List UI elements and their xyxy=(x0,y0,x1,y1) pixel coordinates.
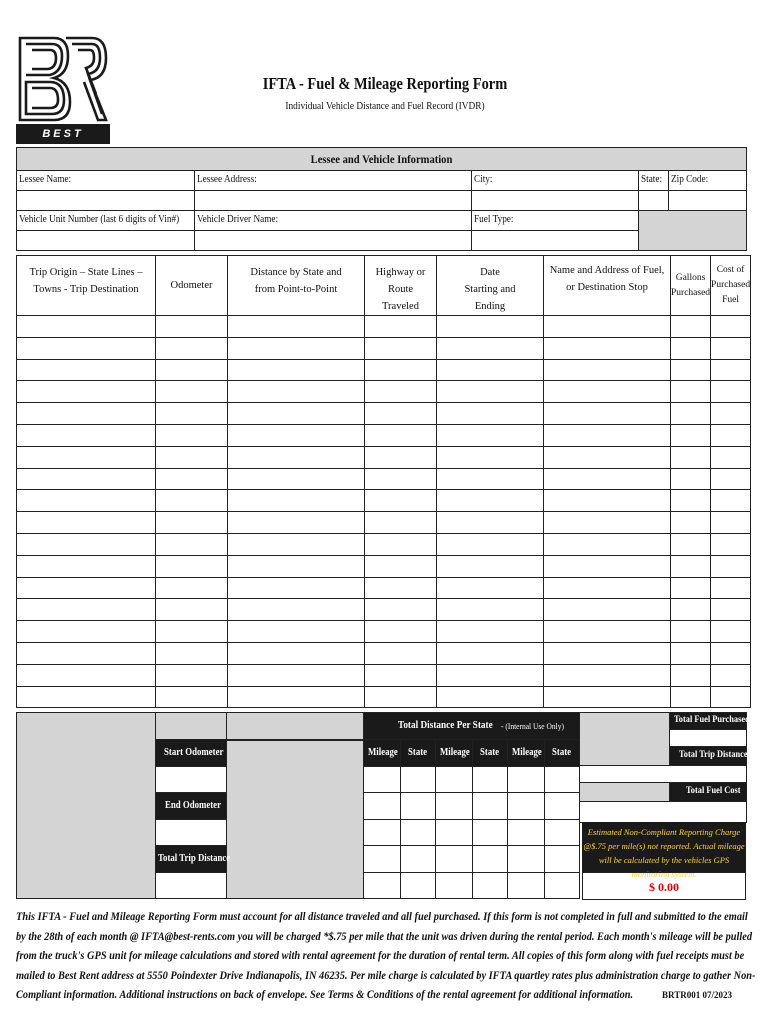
form-code: BRTR001 07/2023 xyxy=(662,990,732,1000)
trip-log-cell[interactable] xyxy=(544,468,671,490)
trip-log-row xyxy=(17,664,751,686)
trip-log-row xyxy=(17,403,751,425)
trip-log-cell[interactable] xyxy=(228,533,365,555)
trip-log-row xyxy=(17,512,751,534)
trip-log-cell[interactable] xyxy=(365,664,437,686)
trip-log-cell[interactable] xyxy=(711,555,751,577)
state-label-1: State xyxy=(408,747,428,758)
mileage-state-cell[interactable] xyxy=(435,819,473,846)
trip-log-cell[interactable] xyxy=(711,599,751,621)
trip-log-cell[interactable] xyxy=(711,642,751,664)
trip-log-cell[interactable] xyxy=(365,337,437,359)
lessee-address-cell xyxy=(194,170,472,191)
trip-log-cell[interactable] xyxy=(17,316,156,338)
trip-log-cell[interactable] xyxy=(17,533,156,555)
form-title: IFTA - Fuel & Mileage Reporting Form xyxy=(262,74,508,93)
city-cell xyxy=(471,170,639,191)
trip-log-cell[interactable] xyxy=(156,359,228,381)
trip-log-cell[interactable] xyxy=(544,642,671,664)
mileage-state-cell[interactable] xyxy=(472,766,508,793)
trip-log-cell[interactable] xyxy=(17,686,156,708)
trip-log-cell[interactable] xyxy=(437,533,544,555)
total-fuel-cost-field[interactable] xyxy=(579,801,747,823)
lessee-name-field[interactable] xyxy=(16,190,195,211)
mileage-state-cell[interactable] xyxy=(544,845,580,873)
trip-log-cell[interactable] xyxy=(437,403,544,425)
trip-log-row xyxy=(17,468,751,490)
mileage-state-cell[interactable] xyxy=(400,872,436,899)
trip-log-cell[interactable] xyxy=(17,621,156,643)
trip-log-cell[interactable] xyxy=(17,642,156,664)
fuel-type-field[interactable] xyxy=(471,230,639,251)
trip-log-cell[interactable] xyxy=(228,664,365,686)
trip-log-cell[interactable] xyxy=(17,490,156,512)
trip-log-cell[interactable] xyxy=(156,424,228,446)
trip-log-cell[interactable] xyxy=(17,512,156,534)
mileage-header-2 xyxy=(435,739,473,767)
unit-number-cell xyxy=(16,210,195,231)
mileage-state-cell[interactable] xyxy=(507,845,545,873)
trip-log-cell[interactable] xyxy=(17,381,156,403)
mileage-label-3: Mileage xyxy=(512,747,542,758)
trip-log-cell[interactable] xyxy=(156,403,228,425)
trip-log-cell[interactable] xyxy=(365,490,437,512)
mileage-state-cell[interactable] xyxy=(400,819,436,846)
city-label: City: xyxy=(474,174,493,185)
state-label: State: xyxy=(641,174,663,185)
trip-log-cell[interactable] xyxy=(156,490,228,512)
mileage-state-cell[interactable] xyxy=(363,845,401,873)
total-trip-distance-left-header xyxy=(155,845,231,873)
city-field[interactable] xyxy=(471,190,639,211)
lessee-address-label: Lessee Address: xyxy=(197,174,257,185)
trip-log-cell[interactable] xyxy=(544,424,671,446)
grey-filler-block xyxy=(638,210,747,251)
total-trip-distance-left-field[interactable] xyxy=(155,872,227,899)
trip-log-cell[interactable] xyxy=(711,468,751,490)
trip-log-cell[interactable] xyxy=(156,686,228,708)
col-distance: Distance by State and from Point-to-Point xyxy=(228,256,365,316)
trip-log-cell[interactable] xyxy=(156,577,228,599)
mileage-state-cell[interactable] xyxy=(400,845,436,873)
trip-log-cell[interactable] xyxy=(671,446,711,468)
mileage-state-cell[interactable] xyxy=(544,819,580,846)
mileage-state-cell[interactable] xyxy=(400,766,436,793)
zip-field[interactable] xyxy=(668,190,747,211)
trip-log-cell[interactable] xyxy=(544,490,671,512)
trip-log-cell[interactable] xyxy=(156,533,228,555)
mileage-state-cell[interactable] xyxy=(472,872,508,899)
trip-log-cell[interactable] xyxy=(156,664,228,686)
trip-log-cell[interactable] xyxy=(544,316,671,338)
trip-log-row xyxy=(17,424,751,446)
mileage-state-cell[interactable] xyxy=(435,792,473,820)
trip-log-cell[interactable] xyxy=(156,381,228,403)
trip-log-cell[interactable] xyxy=(228,424,365,446)
trip-log-cell[interactable] xyxy=(437,642,544,664)
trip-log-cell[interactable] xyxy=(437,490,544,512)
trip-log-cell[interactable] xyxy=(17,599,156,621)
driver-name-cell xyxy=(194,210,472,231)
trip-log-cell[interactable] xyxy=(711,359,751,381)
lessee-name-cell xyxy=(16,170,195,191)
trip-log-cell[interactable] xyxy=(671,599,711,621)
trip-log-row xyxy=(17,490,751,512)
fuel-type-cell xyxy=(471,210,639,231)
trip-log-cell[interactable] xyxy=(228,621,365,643)
trip-log-cell[interactable] xyxy=(365,686,437,708)
trip-log-cell[interactable] xyxy=(156,642,228,664)
trip-log-cell[interactable] xyxy=(544,533,671,555)
trip-log-cell[interactable] xyxy=(544,686,671,708)
trip-log-cell[interactable] xyxy=(17,664,156,686)
trip-log-row xyxy=(17,555,751,577)
lessee-address-field[interactable] xyxy=(194,190,472,211)
trip-log-cell[interactable] xyxy=(17,555,156,577)
trip-log-cell[interactable] xyxy=(17,359,156,381)
trip-log-cell[interactable] xyxy=(228,512,365,534)
trip-log-cell[interactable] xyxy=(671,664,711,686)
start-odometer-label: Start Odometer xyxy=(164,747,224,758)
trip-log-cell[interactable] xyxy=(17,403,156,425)
trip-log-cell[interactable] xyxy=(437,381,544,403)
trip-log-cell[interactable] xyxy=(437,577,544,599)
mileage-state-cell[interactable] xyxy=(363,819,401,846)
trip-log-cell[interactable] xyxy=(228,577,365,599)
trip-log-cell[interactable] xyxy=(711,316,751,338)
trip-log-cell[interactable] xyxy=(365,403,437,425)
trip-log-cell[interactable] xyxy=(671,359,711,381)
trip-log-cell[interactable] xyxy=(671,381,711,403)
state-label-2: State xyxy=(480,747,500,758)
summary-grey-right xyxy=(579,712,670,766)
summary-grey-left xyxy=(16,712,156,899)
trip-log-cell[interactable] xyxy=(365,381,437,403)
col-gallons: Gallons Purchased xyxy=(671,256,711,316)
trip-log-cell[interactable] xyxy=(544,381,671,403)
trip-log-cell[interactable] xyxy=(544,599,671,621)
trip-log-cell[interactable] xyxy=(365,621,437,643)
trip-log-cell[interactable] xyxy=(437,316,544,338)
trip-log-cell[interactable] xyxy=(711,490,751,512)
trip-log-cell[interactable] xyxy=(437,512,544,534)
trip-log-cell[interactable] xyxy=(437,424,544,446)
trip-log-row xyxy=(17,642,751,664)
mileage-state-cell[interactable] xyxy=(507,819,545,846)
mileage-label-1: Mileage xyxy=(368,747,398,758)
mileage-label-2: Mileage xyxy=(440,747,470,758)
trip-log-cell[interactable] xyxy=(437,337,544,359)
instructions-notice: This IFTA - Fuel and Mileage Reporting Form must account for all distance traveled and all fuel purchased. If this form is not completed in full and submitted to the email by the 28th of each month @ IFTA@best-rents.com you will be charged *$.75 per mile that the unit was driven during the rental period. Each month's mileage will be pulled from the truck's GPS unit for mileage calculations and stored with rental agreement for the duration of rental term. All copies of this form along with fuel receipts must be mailed to Best Rent address at 5550 Poindexter Drive Indianapolis, IN 46235. Per mile charge is calculated by IFTA quartley rates plus administration charge to gather Non-Compliant information. Additional instructions on back of envelope. See Terms & Conditions of the rental agreement for additional information. xyxy=(16,911,756,1001)
trip-log-cell[interactable] xyxy=(228,359,365,381)
state-cell xyxy=(638,170,669,191)
trip-log-cell[interactable] xyxy=(365,359,437,381)
col-cost: Cost of Purchased Fuel xyxy=(711,256,751,316)
trip-log-cell[interactable] xyxy=(365,424,437,446)
mileage-state-cell[interactable] xyxy=(544,872,580,899)
mileage-state-cell[interactable] xyxy=(435,872,473,899)
trip-log-cell[interactable] xyxy=(156,468,228,490)
trip-log-row xyxy=(17,381,751,403)
internal-use-label: - (Internal Use Only) xyxy=(501,721,564,731)
trip-log-cell[interactable] xyxy=(156,512,228,534)
trip-log-cell[interactable] xyxy=(156,446,228,468)
trip-log-row xyxy=(17,686,751,708)
mileage-state-cell[interactable] xyxy=(472,845,508,873)
trip-log-cell[interactable] xyxy=(437,468,544,490)
trip-log-cell[interactable] xyxy=(437,664,544,686)
lessee-name-label: Lessee Name: xyxy=(19,174,72,185)
trip-log-cell[interactable] xyxy=(437,599,544,621)
trip-log-cell[interactable] xyxy=(711,337,751,359)
total-distance-per-state-label: Total Distance Per State xyxy=(398,720,493,731)
trip-log-cell[interactable] xyxy=(156,316,228,338)
trip-log-cell[interactable] xyxy=(711,533,751,555)
trip-log-cell[interactable] xyxy=(228,316,365,338)
trip-log-row xyxy=(17,577,751,599)
trip-log-cell[interactable] xyxy=(365,533,437,555)
trip-log-row xyxy=(17,621,751,643)
mileage-state-cell[interactable] xyxy=(363,766,401,793)
mileage-state-cell[interactable] xyxy=(363,872,401,899)
trip-log-row xyxy=(17,533,751,555)
trip-log-cell[interactable] xyxy=(437,686,544,708)
trip-log-cell[interactable] xyxy=(671,642,711,664)
fuel-cost-grey-left xyxy=(579,782,670,802)
summary-grey-top-a xyxy=(155,712,227,740)
mileage-state-cell[interactable] xyxy=(544,792,580,820)
total-fuel-purchased-label: Total Fuel Purchased xyxy=(674,715,750,725)
trip-log-cell[interactable] xyxy=(228,686,365,708)
trip-log-cell[interactable] xyxy=(711,621,751,643)
end-odometer-field[interactable] xyxy=(155,819,227,846)
trip-log-cell[interactable] xyxy=(711,381,751,403)
trip-log-cell[interactable] xyxy=(671,316,711,338)
trip-log-cell[interactable] xyxy=(437,446,544,468)
trip-log-cell[interactable] xyxy=(17,337,156,359)
trip-log-cell[interactable] xyxy=(156,621,228,643)
mileage-state-cell[interactable] xyxy=(472,819,508,846)
mileage-state-cell[interactable] xyxy=(507,766,545,793)
trip-log-cell[interactable] xyxy=(671,337,711,359)
col-date: Date Starting and Ending xyxy=(437,256,544,316)
trip-log-cell[interactable] xyxy=(671,490,711,512)
trip-log-cell[interactable] xyxy=(228,490,365,512)
trip-log-cell[interactable] xyxy=(365,512,437,534)
trip-log-cell[interactable] xyxy=(228,642,365,664)
zip-label: Zip Code: xyxy=(671,174,709,185)
col-odometer: Odometer xyxy=(156,256,228,316)
col-trip-origin: Trip Origin – State Lines – Towns - Trip Destination xyxy=(17,256,156,316)
estimated-charge-note: Estimated Non-Compliant Reporting Charge @$.75 per mile(s) not reported. Actual mileage will be calculated by the vehicles GPS monitoring system. xyxy=(582,822,746,872)
mileage-state-cell[interactable] xyxy=(544,766,580,793)
state-header-2 xyxy=(472,739,508,767)
trip-log-cell[interactable] xyxy=(156,555,228,577)
trip-log-cell[interactable] xyxy=(671,533,711,555)
trip-log-cell[interactable] xyxy=(671,512,711,534)
trip-log-cell[interactable] xyxy=(17,446,156,468)
mileage-state-cell[interactable] xyxy=(400,792,436,820)
trip-log-cell[interactable] xyxy=(365,446,437,468)
trip-log-cell[interactable] xyxy=(437,621,544,643)
trip-log-cell[interactable] xyxy=(544,359,671,381)
unit-number-label: Vehicle Unit Number (last 6 digits of Vin#) xyxy=(19,214,180,225)
summary-grey-mid-b xyxy=(226,740,364,899)
trip-log-row xyxy=(17,446,751,468)
trip-log-cell[interactable] xyxy=(17,468,156,490)
driver-name-label: Vehicle Driver Name: xyxy=(197,214,279,225)
trip-log-cell[interactable] xyxy=(365,316,437,338)
mileage-state-cell[interactable] xyxy=(507,792,545,820)
trip-log-cell[interactable] xyxy=(544,621,671,643)
end-odometer-header xyxy=(155,792,227,820)
trip-log-cell[interactable] xyxy=(17,424,156,446)
trip-log-cell[interactable] xyxy=(228,599,365,621)
trip-log-cell[interactable] xyxy=(544,337,671,359)
state-header-1 xyxy=(400,739,436,767)
start-odometer-field[interactable] xyxy=(155,766,227,793)
trip-log-cell[interactable] xyxy=(228,555,365,577)
trip-log-cell[interactable] xyxy=(544,555,671,577)
trip-log-cell[interactable] xyxy=(365,555,437,577)
trip-log-cell[interactable] xyxy=(711,424,751,446)
trip-log-cell[interactable] xyxy=(711,664,751,686)
driver-name-field[interactable] xyxy=(194,230,472,251)
trip-log-cell[interactable] xyxy=(671,577,711,599)
col-highway: Highway or Route Traveled xyxy=(365,256,437,316)
unit-number-field[interactable] xyxy=(16,230,195,251)
logo-band-text: BEST xyxy=(16,124,110,144)
mileage-state-cell[interactable] xyxy=(363,792,401,820)
trip-log-cell[interactable] xyxy=(365,599,437,621)
trip-log-cell[interactable] xyxy=(437,555,544,577)
trip-log-cell[interactable] xyxy=(671,686,711,708)
trip-log-header-row xyxy=(17,256,751,316)
mileage-state-cell[interactable] xyxy=(435,845,473,873)
state-header-3 xyxy=(544,739,580,767)
total-distance-per-state-header xyxy=(363,712,580,740)
trip-log-cell[interactable] xyxy=(544,446,671,468)
end-odometer-label: End Odometer xyxy=(165,800,221,811)
trip-log-row xyxy=(17,337,751,359)
mileage-state-cell[interactable] xyxy=(472,792,508,820)
trip-log-cell[interactable] xyxy=(544,664,671,686)
trip-log-cell[interactable] xyxy=(711,686,751,708)
fuel-type-label: Fuel Type: xyxy=(474,214,514,225)
trip-log-cell[interactable] xyxy=(711,403,751,425)
trip-log-cell[interactable] xyxy=(156,599,228,621)
trip-log-cell[interactable] xyxy=(544,577,671,599)
trip-log-cell[interactable] xyxy=(711,512,751,534)
total-trip-distance-left-label: Total Trip Distance xyxy=(158,853,231,864)
trip-log-cell[interactable] xyxy=(711,577,751,599)
trip-log-cell[interactable] xyxy=(228,468,365,490)
start-odometer-header xyxy=(155,739,227,767)
lessee-section-title: Lessee and Vehicle Information xyxy=(310,152,453,166)
total-trip-distance-right-label: Total Trip Distance xyxy=(679,750,748,760)
trip-log-row xyxy=(17,316,751,338)
total-fuel-purchased-header xyxy=(669,712,750,730)
trip-log-cell[interactable] xyxy=(228,446,365,468)
trip-log-cell[interactable] xyxy=(671,424,711,446)
state-field[interactable] xyxy=(638,190,669,211)
trip-log-cell[interactable] xyxy=(437,359,544,381)
charge-value: $ 0.00 xyxy=(582,872,746,900)
trip-log-cell[interactable] xyxy=(671,403,711,425)
trip-log-cell[interactable] xyxy=(711,446,751,468)
total-fuel-cost-header xyxy=(669,782,747,802)
form-subtitle: Individual Vehicle Distance and Fuel Record (IVDR) xyxy=(285,100,485,112)
trip-log-row xyxy=(17,359,751,381)
trip-log-cell[interactable] xyxy=(671,621,711,643)
trip-log-cell[interactable] xyxy=(228,403,365,425)
trip-log-cell[interactable] xyxy=(671,555,711,577)
trip-log-cell[interactable] xyxy=(156,337,228,359)
trip-log-row xyxy=(17,599,751,621)
mileage-state-cell[interactable] xyxy=(435,766,473,793)
trip-log-cell[interactable] xyxy=(17,577,156,599)
trip-log-cell[interactable] xyxy=(544,512,671,534)
trip-log-cell[interactable] xyxy=(365,468,437,490)
total-fuel-cost-label: Total Fuel Cost xyxy=(686,786,741,796)
total-trip-distance-right-field[interactable] xyxy=(579,765,747,783)
summary-grey-top-b xyxy=(226,712,364,740)
trip-log-cell[interactable] xyxy=(544,403,671,425)
mileage-state-cell[interactable] xyxy=(507,872,545,899)
total-fuel-purchased-field[interactable] xyxy=(669,729,747,747)
col-fuel-place: Name and Address of Fuel, or Destination Stop xyxy=(544,256,671,316)
mileage-header-1 xyxy=(363,739,401,767)
trip-log-cell[interactable] xyxy=(228,381,365,403)
lessee-section-header xyxy=(16,147,747,171)
trip-log-cell[interactable] xyxy=(365,642,437,664)
trip-log-cell[interactable] xyxy=(365,577,437,599)
trip-log-cell[interactable] xyxy=(228,337,365,359)
total-trip-distance-right-header xyxy=(669,746,747,766)
trip-log-table xyxy=(16,255,751,708)
trip-log-cell[interactable] xyxy=(671,468,711,490)
zip-cell xyxy=(668,170,747,191)
mileage-header-3 xyxy=(507,739,545,767)
state-label-3: State xyxy=(552,747,572,758)
